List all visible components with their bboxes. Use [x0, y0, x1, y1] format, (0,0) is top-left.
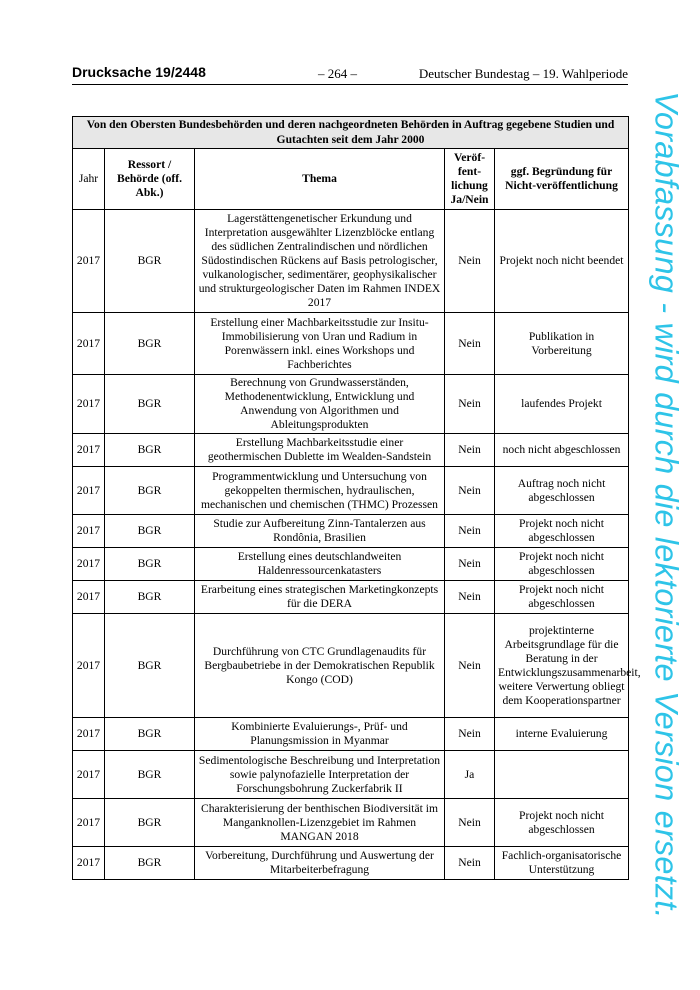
- cell-ressort: BGR: [105, 718, 195, 751]
- table-title: Von den Obersten Bundesbehörden und deren nachgeordneten Behörden in Auftrag gegebene Studien und Gutachten seit dem Jahr 2000: [73, 117, 629, 149]
- cell-begruendung: laufendes Projekt: [495, 375, 629, 434]
- cell-begruendung: Projekt noch nicht abgeschlossen: [495, 799, 629, 847]
- cell-thema: Erstellung Machbarkeitsstudie einer geothermischen Dublette im Wealden-Sandstein: [195, 434, 445, 467]
- cell-veroeffentlichung: Nein: [445, 434, 495, 467]
- cell-jahr: 2017: [73, 313, 105, 375]
- table-row: [73, 799, 629, 847]
- cell-begruendung: Fachlich-organisatorische Unterstützung: [495, 847, 629, 880]
- document-label: Drucksache 19/: [72, 64, 175, 80]
- cell-jahr: 2017: [73, 614, 105, 718]
- cell-veroeffentlichung: Ja: [445, 751, 495, 799]
- cell-ressort: BGR: [105, 581, 195, 614]
- table-row: [73, 847, 629, 880]
- studies-table: [72, 116, 641, 880]
- cell-begruendung: projektinterne Arbeitsgrundlage für die Beratung in der Entwicklungszusammenarbeit, weitere Verwertung obliegt dem Kooperationspartner: [495, 614, 629, 718]
- cell-veroeffentlichung: Nein: [445, 847, 495, 880]
- table-row: [73, 375, 629, 434]
- document-number: [72, 64, 206, 80]
- cell-begruendung: interne Evaluierung: [495, 718, 629, 751]
- cell-ressort: BGR: [105, 847, 195, 880]
- cell-jahr: 2017: [73, 718, 105, 751]
- column-header-row: [73, 149, 629, 210]
- cell-ressort: BGR: [105, 375, 195, 434]
- cell-veroeffentlichung: Nein: [445, 581, 495, 614]
- table-row: [73, 614, 629, 718]
- column-header-begruendung: ggf. Begründung für Nicht-veröffentlichung: [495, 149, 629, 210]
- cell-thema: Kombinierte Evaluierungs-, Prüf- und Planungsmission in Myanmar: [195, 718, 445, 751]
- cell-ressort: BGR: [105, 548, 195, 581]
- draft-watermark: [642, 91, 690, 919]
- cell-thema: Lagerstättengenetischer Erkundung und Interpretation ausgewählter Lizenzblöcke entlang des südlichen Zentralindischen und nördlichen Südostindischen Rückens auf Basis petrologischer, vulkanologischer, sedimentärer, geophysikalischer und strukturgeologischer Daten im Rahmen INDEX 2017: [195, 210, 445, 313]
- table-title-row: [73, 117, 629, 149]
- cell-jahr: 2017: [73, 751, 105, 799]
- cell-thema: Programmentwicklung und Untersuchung von gekoppelten thermischen, hydraulischen, mechanischen und chemischen (THMC) Prozessen: [195, 467, 445, 515]
- cell-veroeffentlichung: Nein: [445, 313, 495, 375]
- table-row: [73, 751, 629, 799]
- cell-begruendung: Projekt noch nicht abgeschlossen: [495, 515, 629, 548]
- column-header-ressort: Ressort / Behörde (off. Abk.): [105, 149, 195, 210]
- cell-thema: Erarbeitung eines strategischen Marketingkonzepts für die DERA: [195, 581, 445, 614]
- document-number-value: 2448: [174, 64, 206, 80]
- table-row: [73, 313, 629, 375]
- cell-begruendung: Projekt noch nicht abgeschlossen: [495, 581, 629, 614]
- cell-veroeffentlichung: Nein: [445, 718, 495, 751]
- cell-thema: Berechnung von Grundwasserständen, Methodenentwicklung, Entwicklung und Anwendung von Algorithmen und Ableitungsprodukten: [195, 375, 445, 434]
- cell-jahr: 2017: [73, 548, 105, 581]
- cell-jahr: 2017: [73, 434, 105, 467]
- cell-jahr: 2017: [73, 847, 105, 880]
- cell-veroeffentlichung: Nein: [445, 467, 495, 515]
- cell-veroeffentlichung: Nein: [445, 375, 495, 434]
- cell-ressort: BGR: [105, 614, 195, 718]
- table-row: [73, 515, 629, 548]
- cell-thema: Vorbereitung, Durchführung und Auswertung der Mitarbeiterbefragung: [195, 847, 445, 880]
- cell-begruendung: Publikation in Vorbereitung: [495, 313, 629, 375]
- publisher-label: Deutscher Bundestag – 19. Wahlperiode: [418, 66, 628, 81]
- column-header-veroeffentlichung: Veröf-fent-lichung Ja/Nein: [445, 149, 495, 210]
- cell-ressort: BGR: [105, 434, 195, 467]
- cell-thema: Erstellung eines deutschlandweiten Haldenressourcenkatasters: [195, 548, 445, 581]
- cell-thema: Charakterisierung der benthischen Biodiversität im Manganknollen-Lizenzgebiet im Rahmen MANGAN 2018: [195, 799, 445, 847]
- cell-jahr: 2017: [73, 799, 105, 847]
- cell-veroeffentlichung: Nein: [445, 515, 495, 548]
- cell-ressort: BGR: [105, 751, 195, 799]
- cell-thema: Sedimentologische Beschreibung und Interpretation sowie palynofazielle Interpretation der Forschungsbohrung Zuckerfabrik II: [195, 751, 445, 799]
- cell-ressort: BGR: [105, 210, 195, 313]
- cell-begruendung: noch nicht abgeschlossen: [495, 434, 629, 467]
- cell-thema: Durchführung von CTC Grundlagenaudits für Bergbaubetriebe in der Demokratischen Republik Kongo (COD): [195, 614, 445, 718]
- column-header-jahr: Jahr: [73, 149, 105, 210]
- cell-jahr: 2017: [73, 515, 105, 548]
- cell-ressort: BGR: [105, 799, 195, 847]
- cell-begruendung: Projekt noch nicht abgeschlossen: [495, 548, 629, 581]
- cell-begruendung: Auftrag noch nicht abgeschlossen: [495, 467, 629, 515]
- table-row: [73, 548, 629, 581]
- table-row: [73, 467, 629, 515]
- header-rule: [72, 84, 628, 85]
- cell-ressort: BGR: [105, 467, 195, 515]
- cell-jahr: 2017: [73, 210, 105, 313]
- cell-veroeffentlichung: Nein: [445, 210, 495, 313]
- table-row: [73, 434, 629, 467]
- cell-begruendung: Projekt noch nicht beendet: [495, 210, 629, 313]
- table-row: [73, 210, 629, 313]
- cell-ressort: BGR: [105, 313, 195, 375]
- cell-veroeffentlichung: Nein: [445, 548, 495, 581]
- watermark-text: Vorabfassung - wird durch die lektorierte Version ersetzt.: [648, 91, 685, 919]
- table-row: [73, 581, 629, 614]
- cell-thema: Studie zur Aufbereitung Zinn-Tantalerzen aus Rondônia, Brasilien: [195, 515, 445, 548]
- cell-jahr: 2017: [73, 467, 105, 515]
- cell-thema: Erstellung einer Machbarkeitsstudie zur Insitu-Immobilisierung von Uran und Radium in Porenwässern inkl. eines Workshops und Fachberichtes: [195, 313, 445, 375]
- page-header: [72, 62, 628, 84]
- cell-ressort: BGR: [105, 515, 195, 548]
- cell-veroeffentlichung: Nein: [445, 799, 495, 847]
- cell-begruendung: [495, 751, 629, 799]
- table-row: [73, 718, 629, 751]
- column-header-thema: Thema: [195, 149, 445, 210]
- cell-veroeffentlichung: Nein: [445, 614, 495, 718]
- cell-jahr: 2017: [73, 375, 105, 434]
- cell-jahr: 2017: [73, 581, 105, 614]
- page-number: – 264 –: [318, 66, 357, 81]
